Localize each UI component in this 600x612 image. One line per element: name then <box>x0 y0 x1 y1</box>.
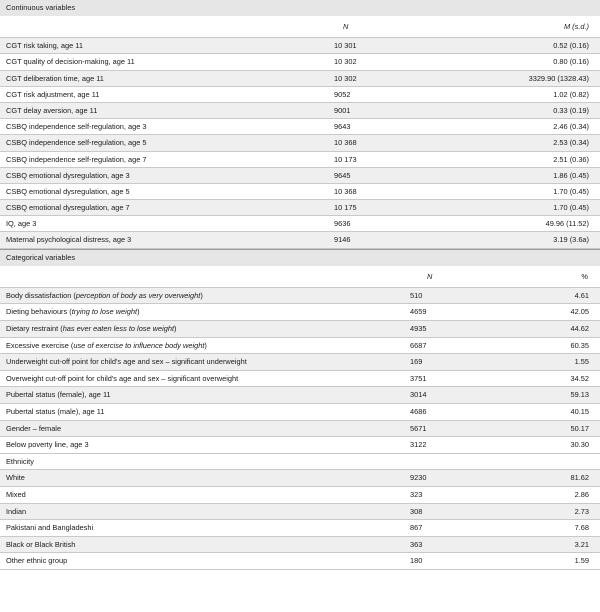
row-label: CGT deliberation time, age 11 <box>6 73 104 83</box>
row-label: Maternal psychological distress, age 3 <box>6 235 132 245</box>
row-label: CSBQ independence self-regulation, age 5 <box>6 138 147 148</box>
row-label <box>6 321 177 338</box>
row-label-text: Dietary restraint ( <box>6 324 63 333</box>
row-label: IQ, age 3 <box>6 219 37 229</box>
table-row <box>0 119 600 135</box>
row-n: 180 <box>410 556 423 566</box>
row-label: Other ethnic group <box>6 556 68 566</box>
row-label-tail: ) <box>204 340 207 350</box>
row-n: 3751 <box>410 373 427 383</box>
row-label: CSBQ emotional dysregulation, age 3 <box>6 170 130 180</box>
column-header-mean-sd: M (s.d.) <box>563 22 589 32</box>
row-mean-sd: 0.52 (0.16) <box>553 41 589 51</box>
table-row <box>0 304 600 321</box>
row-mean-sd: 1.02 (0.82) <box>553 89 589 99</box>
row-n: 10 368 <box>334 186 357 196</box>
row-percent: 40.15 <box>570 406 589 416</box>
row-n: 3122 <box>410 440 427 450</box>
row-label: White <box>6 473 25 483</box>
row-n: 3014 <box>410 390 427 400</box>
row-label: Black or Black British <box>6 539 76 549</box>
table-row <box>0 371 600 388</box>
row-label: CGT risk adjustment, age 11 <box>6 89 100 99</box>
row-mean-sd: 1.86 (0.45) <box>553 170 589 180</box>
table-row <box>0 71 600 87</box>
ethnicity-rows <box>0 470 600 570</box>
row-label-tail: ) <box>200 290 203 300</box>
row-percent: 4.61 <box>574 290 589 300</box>
row-mean-sd: 1.70 (0.45) <box>553 186 589 196</box>
row-mean-sd: 3.19 (3.6a) <box>553 235 589 245</box>
table-row <box>0 54 600 70</box>
row-mean-sd: 2.53 (0.34) <box>553 138 589 148</box>
row-n: 308 <box>410 506 423 516</box>
row-percent: 59.13 <box>570 390 589 400</box>
row-label <box>6 354 247 371</box>
table-row <box>0 537 600 554</box>
row-label: CGT delay aversion, age 11 <box>6 105 98 115</box>
row-label-text: Pubertal status (female), age 11 <box>6 390 111 400</box>
row-percent: 1.59 <box>574 556 589 566</box>
table-row <box>0 520 600 537</box>
table-row <box>0 288 600 305</box>
table-row <box>0 321 600 338</box>
row-label-italic: trying to lose weight <box>71 307 138 317</box>
row-n: 169 <box>410 357 423 367</box>
row-label <box>6 371 238 388</box>
row-n: 10 368 <box>334 138 357 148</box>
row-label-text: Excessive exercise ( <box>6 340 74 350</box>
row-label-italic: has ever eaten less to lose weight <box>62 324 175 333</box>
column-header-row <box>0 266 600 288</box>
row-label <box>6 387 111 404</box>
row-percent: 81.62 <box>570 473 589 483</box>
continuous-rows <box>0 38 600 248</box>
row-label: Indian <box>6 506 27 516</box>
row-label-italic: perception of body as very overweight <box>75 290 201 300</box>
row-label-text: Pubertal status (male), age 11 <box>6 406 105 416</box>
section-header-categorical <box>0 249 600 266</box>
row-n: 10 302 <box>334 57 357 67</box>
table-row <box>0 470 600 487</box>
row-label: CGT quality of decision-making, age 11 <box>6 57 135 67</box>
table-row <box>0 184 600 200</box>
row-mean-sd: 2.46 (0.34) <box>553 122 589 132</box>
row-label: CSBQ independence self-regulation, age 3 <box>6 122 147 132</box>
row-n: 10 301 <box>334 41 357 51</box>
row-n: 4686 <box>410 406 427 416</box>
table-row <box>0 87 600 103</box>
row-n: 9636 <box>334 219 351 229</box>
row-n: 9001 <box>334 105 351 115</box>
row-label <box>6 338 207 355</box>
row-percent: 42.05 <box>570 307 589 317</box>
column-header-percent: % <box>581 271 588 281</box>
row-label: Mixed <box>6 489 26 499</box>
row-percent: 2.86 <box>574 489 589 499</box>
row-label-italic: use of exercise to influence body weight <box>73 340 205 350</box>
section-title: Continuous variables <box>6 3 76 12</box>
row-percent: 3.21 <box>574 539 589 549</box>
section-header-continuous <box>0 0 600 16</box>
table-row <box>0 387 600 404</box>
row-n: 323 <box>410 489 423 499</box>
row-mean-sd: 0.80 (0.16) <box>553 57 589 67</box>
table-row <box>0 338 600 355</box>
table-row <box>0 421 600 438</box>
row-n: 9052 <box>334 89 351 99</box>
table-row <box>0 232 600 248</box>
row-percent: 30.30 <box>570 440 589 450</box>
row-percent: 34.52 <box>570 373 589 383</box>
row-label <box>6 437 89 454</box>
row-mean-sd: 3329.90 (1328.43) <box>528 73 589 83</box>
table-row <box>0 354 600 371</box>
row-n: 4659 <box>410 307 427 317</box>
row-label-text: Gender – female <box>6 423 62 433</box>
row-label-text: Below poverty line, age 3 <box>6 440 89 450</box>
table-row <box>0 553 600 570</box>
row-percent: 60.35 <box>570 340 589 350</box>
row-percent: 2.73 <box>574 506 589 516</box>
row-n: 510 <box>410 290 423 300</box>
table-row <box>0 38 600 54</box>
section-title: Categorical variables <box>6 252 76 262</box>
row-percent: 1.55 <box>574 357 589 367</box>
table-row <box>0 168 600 184</box>
row-percent: 44.62 <box>570 324 589 333</box>
row-label <box>6 421 61 438</box>
row-n: 10 173 <box>334 154 357 164</box>
row-mean-sd: 0.33 (0.19) <box>553 105 589 115</box>
row-n: 6687 <box>410 340 427 350</box>
ethnicity-title: Ethnicity <box>6 456 34 466</box>
row-n: 9645 <box>334 170 351 180</box>
row-label: CSBQ emotional dysregulation, age 5 <box>6 186 130 196</box>
row-n: 9146 <box>334 235 351 245</box>
table-row <box>0 135 600 151</box>
table-row <box>0 103 600 119</box>
table-row <box>0 200 600 216</box>
row-n: 5671 <box>410 423 427 433</box>
row-n: 10 175 <box>334 203 357 213</box>
row-n: 9230 <box>410 473 427 483</box>
row-n: 867 <box>410 523 423 533</box>
row-n: 10 302 <box>334 73 357 83</box>
categorical-rows <box>0 288 600 454</box>
row-mean-sd: 1.70 (0.45) <box>553 203 589 213</box>
table-row <box>0 152 600 168</box>
row-n: 363 <box>410 539 423 549</box>
row-n: 4935 <box>410 324 427 333</box>
row-percent: 50.17 <box>570 423 589 433</box>
table-row <box>0 404 600 421</box>
ethnicity-header <box>0 454 600 471</box>
row-label <box>6 404 104 421</box>
column-header-row <box>0 16 600 38</box>
row-label-text: Body dissatisfaction ( <box>6 290 76 300</box>
row-label-tail: ) <box>174 324 177 333</box>
row-label: CSBQ independence self-regulation, age 7 <box>6 154 147 164</box>
row-label <box>6 288 203 305</box>
table-row <box>0 487 600 504</box>
row-label: CGT risk taking, age 11 <box>6 41 83 51</box>
column-header-n: N <box>427 271 433 281</box>
row-label <box>6 304 140 321</box>
row-percent: 7.68 <box>574 523 589 533</box>
row-label-text: Dieting behaviours ( <box>6 307 72 317</box>
column-header-n: N <box>343 22 349 32</box>
row-label: CSBQ emotional dysregulation, age 7 <box>6 203 130 213</box>
row-label: Pakistani and Bangladeshi <box>6 523 94 533</box>
table-row <box>0 504 600 521</box>
row-label-tail: ) <box>137 307 140 317</box>
table-row <box>0 437 600 454</box>
row-mean-sd: 2.51 (0.36) <box>553 154 589 164</box>
row-label-text: Underweight cut-off point for child's age and sex – significant underweight <box>6 357 247 367</box>
table-row <box>0 216 600 232</box>
row-mean-sd: 49.96 (11.52) <box>545 219 589 229</box>
row-n: 9643 <box>334 122 351 132</box>
row-label-text: Overweight cut-off point for child's age and sex – significant overweight <box>6 373 239 383</box>
